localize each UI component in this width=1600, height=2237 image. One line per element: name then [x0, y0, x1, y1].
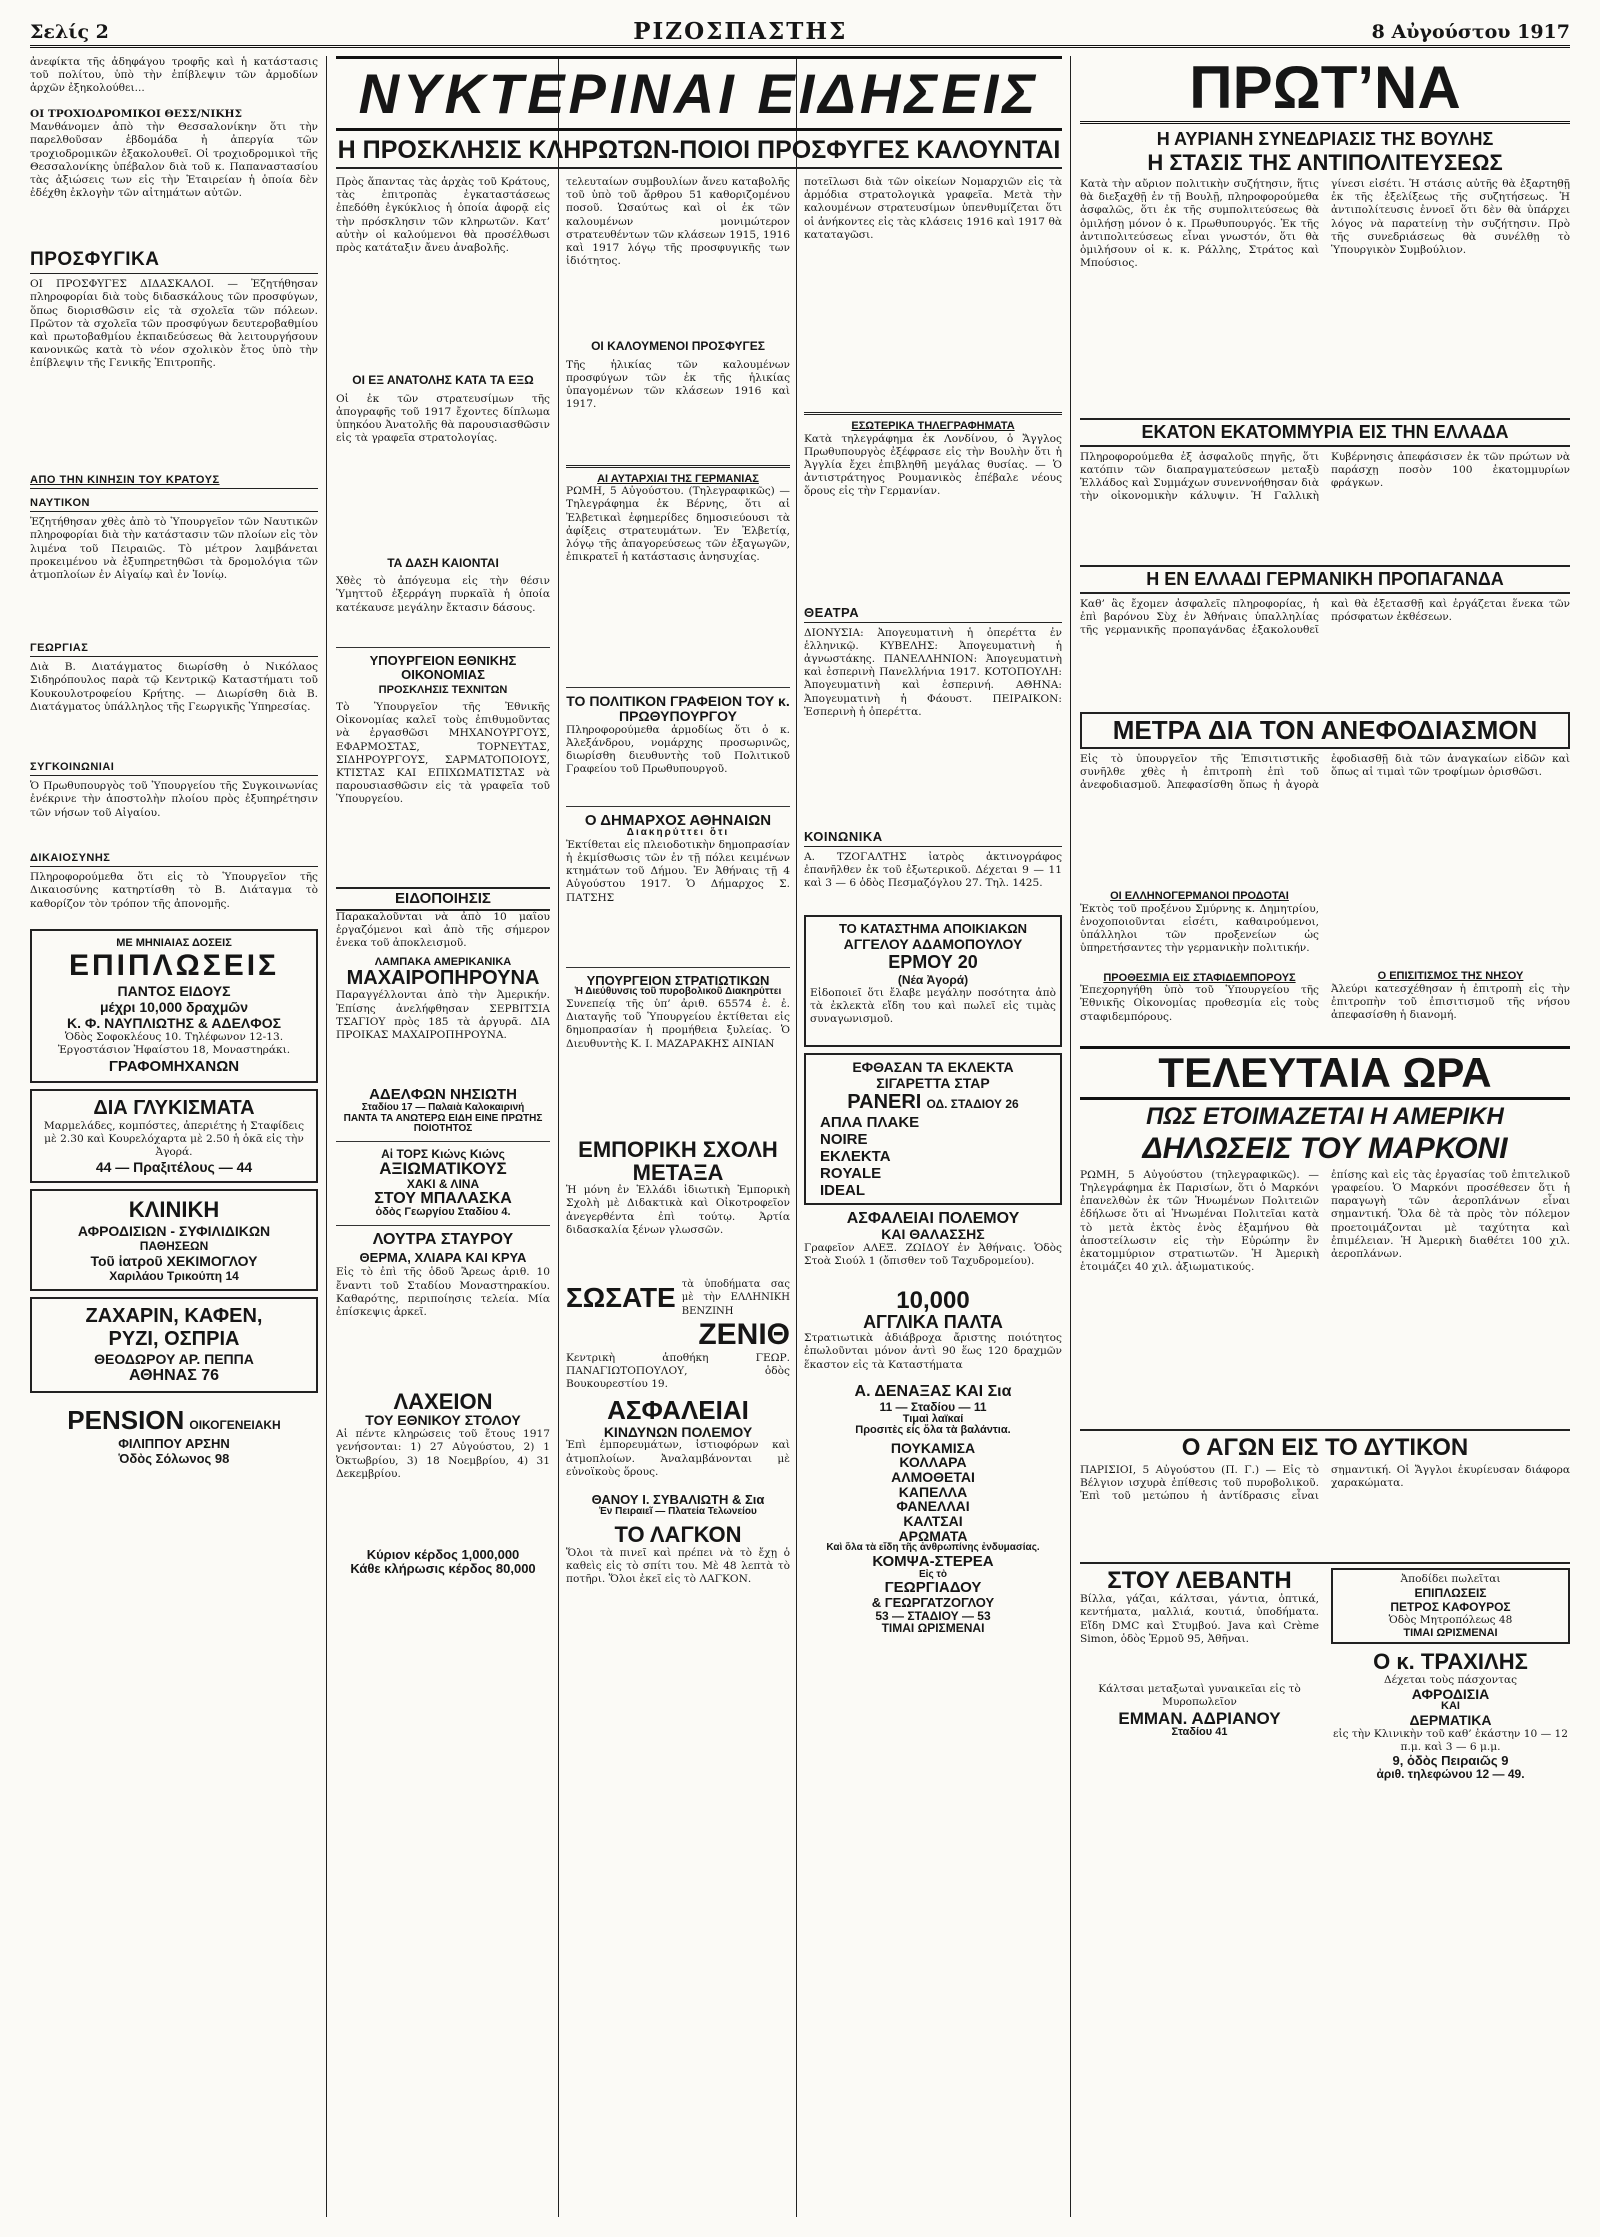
column-3: [566, 176, 790, 2217]
ad-title: 10,000: [896, 1287, 970, 1315]
ad-address: 11 — Σταδίου — 11: [879, 1399, 987, 1414]
section-heading: ΓΕΩΡΓΙΑΣ: [30, 642, 318, 657]
ad-line: ΣΙΓΑΡΕΤΤΑ ΣΤΑΡ: [876, 1074, 990, 1091]
ad-title: Ο κ. ΤΡΑΧΙΛΗΣ: [1373, 1649, 1528, 1675]
ad-text: Στρατιωτικὰ ἀδιάβροχα ἄριστης ποιότητος ἐπωλοῦνται μόνον ἀντὶ 90 ἕως 120 δραχμῶν ἕκαστον εἰς τὰ Καταστήματα: [804, 1332, 1062, 1371]
ad-line: ΚΑΙ ΘΑΛΑΣΣΗΣ: [881, 1226, 985, 1243]
ad-line: Κάλτσαι μεταξωταὶ γυναικεῖαι εἰς τὸ Μυροπωλεῖον: [1098, 1683, 1301, 1709]
article-text: Διὰ Β. Διατάγματος διωρίσθη ὁ Νικόλαος Σιδηρόπουλος παρὰ τῷ Κεντρικῷ Καταστήματι τοῦ Κουκουλοτροφείου Κρήτης. — Διωρίσθη διὰ Β. Διατάγματος ὑπάλληλος τῆς Γεωργικῆς Ὑπηρεσίας.: [30, 661, 318, 713]
ad-text: Βίλλα, γάζαι, κάλτσαι, γάντια, ὀπτικά, κεντήματα, μαλλιά, κουτιά, ὑποδήματα. Εἴδη DMC καὶ Στυμβού. Java καὶ Crème Simon, ὁδὸς Ἑρμοῦ 95, Ἀθῆναι.: [1080, 1593, 1319, 1645]
ad-text: Εἰδοποιεῖ ὅτι ἔλαβε μεγάλην ποσότητα ἀπὸ τὰ ἐκλεκτὰ εἴδη του καὶ πωλεῖ εἰς τιμὰς συναγωνισμοῦ.: [810, 986, 1056, 1025]
brand-item: IDEAL: [820, 1181, 865, 1199]
ad-line: ΑΦΡΟΔΙΣΙΩΝ - ΣΥΦΙΛΙΔΙΚΩΝ: [77, 1223, 271, 1240]
ad-cigarettes: [804, 1053, 1062, 1205]
section-heading: ΝΑΥΤΙΚΟΝ: [30, 497, 318, 512]
ad-line: ΠΑΝΤΟΣ ΕΙΔΟΥΣ: [117, 983, 231, 1000]
ad-title: ΕΜΠΟΡΙΚΗ ΣΧΟΛΗ: [578, 1136, 778, 1162]
article-subheadline: ΠΡΟΣΚΛΗΣΙΣ ΤΕΧΝΙΤΩΝ: [378, 684, 508, 697]
ad-zenith: [566, 1278, 790, 1318]
ad-address: Ὁδὸς Σοφοκλέους 10. Τηλέφωνον 12-13. Ἐργοστάσιον Ἡφαίστου 18, Μοναστηράκι.: [57, 1031, 291, 1057]
section-heading: ΚΟΙΝΩΝΙΚΑ: [804, 829, 1062, 847]
article-headline: Ο ΔΗΜΑΡΧΟΣ ΑΘΗΝΑΙΩΝ: [584, 811, 772, 829]
article-headline: ΥΠΟΥΡΓΕΙΟΝ ΣΤΡΑΤΙΩΤΙΚΩΝ: [586, 972, 770, 988]
article-text: Ἐκτὸς τοῦ προξένου Σμύρνης κ. Δημητρίου, ἐνοχοποιοῦνται εἰσέτι, καθαιρούμενοι, ὑπάλληλοι τῶν προξενείων ὡς ὑπηρετήσαντες τὴν γερμανικὴν πολιτικήν.: [1080, 902, 1319, 955]
ad-address: 44 — Πραξιτέλους — 44: [95, 1159, 253, 1176]
article-headline: Ο ΕΠΙΣΙΤΙΣΜΟΣ ΤΗΣ ΝΗΣΟΥ: [1377, 970, 1524, 983]
ad-address: Χαριλάου Τρικούπη 14: [109, 1269, 239, 1284]
ad-address: Ὁδὸς Σόλωνος 98: [118, 1451, 230, 1467]
article-text: τελευταίων συμβουλίων ἄνευ καταβολῆς τοῦ ὑπὸ τοῦ ἄρθρου 51 καθοριζομένου ποσοῦ. Ὡσαύτως καὶ οἱ ἐκ τῶν καλουμένων μονιμώτερον στρατευθέντων τῶν κλάσεων 1915, 1916 καὶ 1917 λόγῳ τῆς προσφυγικῆς των ἰδιότητος.: [566, 176, 790, 268]
ad-address: Ὁδὸς Μητροπόλεως 48: [1388, 1614, 1513, 1627]
column-4: [804, 176, 1062, 2217]
section-heading: ΠΡΟΣΦΥΓΙΚΑ: [30, 249, 318, 274]
night-news-header: [336, 56, 1062, 174]
article-headline: ΕΚΑΤΟΝ ΕΚΑΤΟΜΜΥΡΙΑ ΕΙΣ ΤΗΝ ΕΛΛΑΔΑ: [1080, 418, 1570, 447]
column-rule: [1070, 56, 1071, 2217]
ad-line: ΜΕ ΜΗΝΙΑΙΑΣ ΔΟΣΕΙΣ: [116, 937, 232, 950]
article-text: Α. ΤΖΟΓΑΛΤΗΣ ἰατρὸς ἀκτινογράφος ἐπανῆλθεν ἐκ τοῦ ἐξωτερικοῦ. Δέχεται 9 — 11 καὶ 3 — 6 ὁδὸς Πεσμαζόγλου 27. Τηλ. 1425.: [804, 850, 1062, 889]
article-text: Ἀλεύρι κατεσχέθησαν ἡ ἐπιτροπὴ εἰς τὴν ἐπιτροπὴν τοῦ ἐπισιτισμοῦ τῆς νήσου ἀπεφασίσθη ἡ διανομή.: [1331, 982, 1570, 1022]
article-text: ΔΙΟΝΥΣΙΑ: Ἀπογευματινὴ ἡ ὀπερέττα ἐν ἑλληνικῷ. ΚΥΒΕΛΗΣ: Ἀπογευματινὴ ἡ ἀγνωστάκης. ΠΑΝΕΛΛΗΝΙΟΝ: Ἀπογευματινὴ καὶ ἑσπερινὴ Πανελλήνια 1917. ΚΟΤΟΠΟΥΛΗ: Ἀπογευματινὴ καὶ ἑσπερινή. ΑΘΗΝΑ: Ἀπογευματινὴ ἡ Φάουστ. ΠΕΙΡΑΙΚΟΝ: Ἑσπερινὴ ἡ ὀπερέττα.: [804, 626, 1062, 718]
ad-title: ΑΔΕΛΦΩΝ ΝΗΣΙΩΤΗ: [369, 1086, 517, 1104]
ad-line: τὰ ὑποδήματα σας μὲ τὴν ΕΛΛΗΝΙΚΗ ΒΕΝΖΙΝΗ: [681, 1279, 790, 1317]
ad-item: ΦΑΝΕΛΛΑΙ: [896, 1498, 970, 1515]
ad-line: ΘΑΝΟΥ Ι. ΣΥΒΑΛΙΩΤΗ & Σια: [591, 1492, 765, 1508]
article-text: ΠΑΡΙΣΙΟΙ, 5 Αὐγούστου (Π. Γ.) — Εἰς τὸ Βέλγιον ισχυρὰ ἐπίθεσις τοῦ πυροβολικοῦ. Ἐπὶ τοῦ μετώπου ἡ ἀντίδρασις εἶναι σημαντική. Οἱ Ἄγγλοι ἐκυρίευσαν διάφορα χαρακώματα.: [1080, 1464, 1570, 1503]
ad-text: Παραγγέλλονται ἀπὸ τὴν Ἀμερικήν. Ἐπίσης ἀνελήφθησαν ΣΕΡΒΙΤΣΙΑ ΤΣΑΓΙΟΥ πρὸς 185 τὰ ἀργυρᾶ. ΔΙΑ ΠΡΟΙΚΑΣ ΜΑΧΑΙΡΟΠΗΡΟΥΝΑ.: [336, 989, 550, 1041]
article-text: ΡΩΜΗ, 5 Αὐγούστου (τηλεγραφικῶς). — Τηλεγράφημα ἐκ Παρισίων, ὅτι ὁ Μαρκόνι ἐπανελθὼν ἐκ τῶν Ἡνωμένων Πολιτειῶν ἐδήλωσε ὅτι αἱ Ἡνωμέναι Πολιτεῖαι κατὰ τὸ μετὰ ἐκτὸς ἑνὸς ἑξαμήνου θὰ ἀποστείλωσιν εἰς τὴν Εὐρώπην ἓν ἑκατομμύριον στρατιωτῶν. Ἡ Ἀμερικὴ ἑτοιμάζει 40 χιλ. ἀξιωματικούς.: [1080, 1168, 1319, 1274]
article-headline: Η ΑΥΡΙΑΝΗ ΣΥΝΕΔΡΙΑΣΙΣ ΤΗΣ ΒΟΥΛΗΣ: [1156, 129, 1494, 149]
article-text: ἐπίσης καὶ εἰς τὰς ἐργασίας τοῦ ἐπιτελικοῦ γραφείου. Ὁ Μαρκόνι προσέθεσεν ὅτι ἡ παραγωγὴ τῶν ἀεροπλάνων εἶναι σημαντική. Ὅλα δὲ τὰ πρὸς τὸν πόλεμον προετοιμάζονται μὲ ταχύτητα καὶ ἐπιμέλειαν. Ἡ Ἀμερικὴ διαθέτει 100 χιλ. ἀεροπλάνων.: [1331, 1168, 1570, 1261]
article-text: Πληροφορούμεθα ὅτι εἰς τὸ Ὑπουργεῖον τῆς Δικαιοσύνης κατηρτίσθη τὸ Β. Διάταγμα τὸ καθορίζον τὸν τρόπον τῆς ἀπονομῆς.: [30, 871, 318, 910]
brand-item: ΕΚΛΕΚΤΑ: [820, 1147, 891, 1165]
ad-item: ΚΑΠΕΛΛΑ: [898, 1483, 968, 1500]
article-headline: ΜΕΤΡΑ ΔΙΑ ΤΟΝ ΑΝΕΦΟΔΙΑΣΜΟΝ: [1080, 712, 1570, 749]
ad-text: Εἰς τὸ ἐπὶ τῆς ὁδοῦ Ἄρεως ἀριθ. 10 ἔναντι τοῦ Σταδίου Μοναστηρακίου. Καθαρότης, περιποίησις τελεία. Μία ἐπίσκεψις ἀρκεῖ.: [336, 1266, 550, 1318]
article-headline: ΕΣΩΤΕΡΙΚΑ ΤΗΛΕΓΡΑΦΗΜΑΤΑ: [851, 420, 1015, 432]
article-text: Ὁ Πρωθυπουργὸς τοῦ Ὑπουργείου τῆς Συγκοινωνίας ἐνέκρινε τὴν ἀποστολὴν πλοίου πρὸς ἐξυπηρέτησιν τῶν νήσων τοῦ Αἰγαίου.: [30, 780, 318, 819]
column-5: [1080, 56, 1570, 2217]
ad-title: ΠΕΤΡΟΣ ΚΑΦΟΥΡΟΣ: [1390, 1600, 1511, 1615]
article-text: Κατὰ τηλεγράφημα ἐκ Λονδίνου, ὁ Ἄγγλος Πρωθυπουργὸς ἐξέφρασε εἰς τὴν Βουλὴν ὅτι ἡ Ἀγγλία ἔχει ἐπιβληθῆ μεγάλας θυσίας. — Ὁ ἀντιστράτηγος Ρουμανικὸς ἐπέβαλε νέους ὅρους εἰς τὴν Γερμανίαν.: [804, 432, 1062, 498]
ad-title: ΔΙΑ ΓΛΥΚΙΣΜΑΤΑ: [93, 1096, 255, 1119]
ad-title: ΖΕΝΙΘ: [698, 1317, 790, 1351]
ad-line: ΤΟΥ ΕΘΝΙΚΟΥ ΣΤΟΛΟΥ: [365, 1412, 521, 1429]
ad-title: ΚΟΜΨΑ-ΣΤΕΡΕΑ: [872, 1552, 994, 1570]
article-text: Ἐζητήθησαν χθὲς ἀπὸ τὸ Ὑπουργεῖον τῶν Ναυτικῶν πληροφορίαι διὰ τὴν κατάστασιν τῶν πλοίων εἰς τὸν λιμένα τοῦ Πειραιῶς. Τὸ μέτρον λαμβάνεται προκειμένου νὰ ἐξυπηρετηθῶσι τὰ δρομολόγια τῶν ἀτμοπλοίων ἐν Αἰγαίῳ καὶ ἐν Ἰονίῳ.: [30, 516, 318, 582]
ad-title: ΑΓΓΛΙΚΑ ΠΑΛΤΑ: [863, 1312, 1003, 1333]
lead-headline: Η ΠΡΟΣΚΛΗΣΙΣ ΚΛΗΡΩΤΩΝ-ΠΟΙΟΙ ΠΡΟΣΦΥΓΕΣ ΚΑΛΟΥΝΤΑΙ: [336, 137, 1062, 169]
ad-title: ΣΩΣΑΤΕ: [566, 1281, 676, 1313]
ad-line: ΧΑΚΙ & ΛΙΝΑ: [406, 1177, 480, 1191]
ad-line: ἀριθ. τηλεφώνου 12 — 49.: [1376, 1766, 1525, 1781]
article-headline: ΥΠΟΥΡΓΕΙΟΝ ΕΘΝΙΚΗΣ ΟΙΚΟΝΟΜΙΑΣ: [369, 653, 517, 682]
column-1: [30, 56, 318, 2217]
ad-line: Τιμαὶ λαϊκαί: [902, 1412, 964, 1425]
article-text: Πληροφορούμεθα ἀρμοδίως ὅτι ὁ κ. Ἀλεξάνδρου, νομάρχης προσωρινῶς, διωρίσθη διευθυντὴς τοῦ Πολιτικοῦ Γραφείου τοῦ Πρωθυπουργοῦ.: [566, 723, 790, 776]
ad-line: ΑΦΡΟΔΙΣΙΑ: [1411, 1685, 1490, 1702]
ad-text: Ἡ μόνη ἐν Ἑλλάδι ἰδιωτικὴ Ἐμπορικὴ Σχολὴ μὲ Διδακτικὰ καὶ Οἰκοτροφεῖον ἀνεγερθέντα ἐπὶ τούτῳ. Ἀρτία διδασκαλία ξένων γλωσσῶν.: [566, 1184, 790, 1236]
article-headline: Η ΕΝ ΕΛΛΑΔΙ ΓΕΡΜΑΝΙΚΗ ΠΡΟΠΑΓΑΝΔΑ: [1080, 565, 1570, 594]
ad-clinic: [30, 1189, 318, 1291]
ad-title: ΣΤΟΥ ΛΕΒΑΝΤΗ: [1107, 1567, 1292, 1595]
column-rule: [796, 56, 797, 2217]
notice-text: Παρακαλοῦνται νὰ ἀπὸ 10 μαΐου ἐργαζόμενοι καὶ ἀπὸ τῆς σήμερον ἐνεκα τοῦ ἀποκλεισμοῦ.: [336, 910, 550, 950]
article-headline: ΟΙ ΚΑΛΟΥΜΕΝΟΙ ΠΡΟΣΦΥΓΕΣ: [591, 339, 765, 353]
ad-line: ΚΑΙ: [1441, 1700, 1460, 1713]
ad-line: Προσιτὲς εἰς ὅλα τὰ βαλάντια.: [855, 1424, 1011, 1437]
ad-address: ΑΘΗΝΑΣ 76: [128, 1367, 220, 1385]
article-headline: ΟΙ ΤΡΟΧΙΟΔΡΟΜΙΚΟΙ ΘΕΣΣ/ΝΙΚΗΣ: [30, 108, 243, 120]
article-text: γίνεσι εἰσέτι. Ἡ στάσις αὐτῆς θὰ ἐξαρτηθῇ ἐκ τῆς ἐξελίξεως τῆς συζητήσεως. Ἡ ἀντιπολίτευσις ἐννοεῖ ὅτι δὲν θὰ ὑπάρχει λόγος νὰ παρατείνῃ τὴν συζήτησιν. Πρὸ τῆς συνεδριάσεως θὰ συνέλθῃ τὸ Ὑπουργικὸν Συμβούλιον.: [1331, 177, 1570, 256]
ad-line: ΟΙΚΟΓΕΝΕΙΑΚΗ: [189, 1418, 281, 1433]
ad-line: Τοῦ ἰατροῦ ΧΕΚΙΜΟΓΛΟΥ: [90, 1253, 258, 1270]
article-text: ἀνεφίκτα τῆς ἀδηφάγου τροφῆς καὶ ἡ κατάστασις τοῦ πολίτου, ὑπὸ τὴν ἐπίβλεψιν τῶν ἀρμοδίων ἀρχῶν ἐξηκολούθει...: [30, 56, 318, 95]
ad-address: Ἐν Πειραιεῖ — Πλατεία Τελωνείου: [599, 1505, 757, 1517]
column-rule: [558, 56, 559, 2217]
article-subheadline: Ἡ Διεύθυνσις τοῦ πυροβολικοῦ Διακηρύττει: [574, 986, 782, 998]
ad-item: ΚΟΛΛΑΡΑ: [899, 1454, 967, 1471]
ad-line: Α. ΔΕΝΑΞΑΣ ΚΑΙ Σια: [854, 1383, 1012, 1401]
ad-title: ΤΟ ΛΑΓΚΟΝ: [614, 1522, 742, 1548]
article-text: Μανθάνομεν ἀπὸ τὴν Θεσσαλονίκην ὅτι τὴν παρελθοῦσαν ἑβδομάδα ἡ ἀπεργία τῶν τροχιοδρομικῶν ἐξακολουθεῖ. Οἱ τροχιοδρομικοὶ τῆς Θεσσαλονίκης ὑπέβαλον διὰ τοῦ κ. Παπαναστασίου τὰς ἀξιώσεις των εἰς τὴν Ἑταιρείαν ἡ ὁποία δὲν ἐδέχθη ἐκλογὴν τῶν αἰτημάτων αὐτῶν.: [30, 121, 318, 200]
article-text: Ἐκτίθεται εἰς πλειοδοτικὴν δημοπρασίαν ἡ ἐκμίσθωσις τῶν ἐν τῇ πόλει κειμένων κτημάτων τοῦ Δήμου. Ἐν Ἀθήναις τῇ 4 Αὐγούστου 1917. Ὁ Δήμαρχος Σ. ΠΑΤΣΗΣ: [566, 838, 790, 904]
article-headline: ΤΑ ΔΑΣΗ ΚΑΙΟΝΤΑΙ: [387, 555, 499, 570]
ad-title: ΜΑΧΑΙΡΟΠΗΡΟΥΝΑ: [346, 967, 540, 990]
ad-colonial-store: [804, 915, 1062, 1047]
brand-item: ROYALE: [820, 1164, 882, 1182]
ad-line: ΔΕΡΜΑΤΙΚΑ: [1409, 1711, 1492, 1728]
brand-item: NOIRE: [820, 1130, 868, 1148]
article-subheadline: Διακηρύττει ὅτι: [626, 827, 730, 839]
ad-title: ΜΕΤΑΞΑ: [632, 1160, 724, 1185]
section-heading: ΔΙΚΑΙΟΣΥΝΗΣ: [30, 852, 318, 867]
masthead: [30, 18, 1570, 48]
ad-line: Δέχεται τοὺς πάσχοντας: [1383, 1673, 1518, 1686]
ad-line: ΦΙΛΙΠΠΟΥ ΑΡΣΗΝ: [118, 1436, 230, 1452]
ad-address: ΕΡΜΟΥ 20: [888, 951, 978, 972]
ad-title: & ΓΕΩΡΓΑΤΖΟΓΛΟΥ: [871, 1594, 995, 1610]
ad-address: ὁδὸς Γεωργίου Σταδίου 4.: [375, 1206, 511, 1219]
ad-line: Ἀποδίδει πωλεῖται: [1400, 1573, 1501, 1586]
ad-line: ΓΡΑΦΟΜΗΧΑΝΩΝ: [108, 1057, 240, 1075]
column-rule: [326, 56, 327, 2217]
section-heading: ΘΕΑΤΡΑ: [804, 605, 1062, 623]
ad-title: ΛΟΥΤΡΑ ΣΤΑΥΡΟΥ: [372, 1230, 514, 1248]
article-text: Τῆς ἡλικίας τῶν καλουμένων προσφύγων τῶν ἐκ τῆς ἡλικίας ὑπαγομένων τῶν κλάσεων 1916 καὶ 1917.: [566, 358, 790, 411]
ad-title: ΑΞΙΩΜΑΤΙΚΟΥΣ: [379, 1159, 507, 1179]
ad-line: Κάθε κλήρωσις κέρδος 80,000: [350, 1560, 536, 1576]
newspaper-name: ΡΙΖΟΣΠΑΣΤΗΣ: [633, 18, 848, 45]
ad-address: Σταδίου 17 — Παλαιὰ Καλοκαιρινή: [361, 1102, 525, 1114]
ad-address: 9, ὁδὸς Πειραιῶς 9: [1392, 1753, 1509, 1769]
page-number: Σελίς 2: [30, 20, 109, 43]
ad-line: (Νέα Ἀγορά): [897, 972, 969, 987]
article-headline: ΤΟ ΠΟΛΙΤΙΚΟΝ ΓΡΑΦΕΙΟΝ ΤΟΥ κ. ΠΡΩΘΥΠΟΥΡΓΟΥ: [566, 693, 790, 724]
ad-address: Σταδίου 41: [1171, 1726, 1228, 1739]
ad-text: Ἐπὶ ἐμπορευμάτων, ἱστιοφόρων καὶ ἀτμοπλοίων. Ἀναλαμβάνονται μὲ εὐνοϊκοὺς ὅρους.: [566, 1439, 790, 1478]
article-text: Κατὰ τὴν αὔριον πολιτικὴν συζήτησιν, ἥτις θὰ διεξαχθῇ ἐν τῇ Βουλῇ, πληροφορούμεθα ἀσφαλῶς, ὅτι ἐκ τῆς συμπολιτεύσεως θὰ ὁμιλήσῃ μόνον ὁ κ. Πρωθυπουργός. Ἐκ τῆς ἀντιπολιτεύσεως εἶναι γνωστόν, ὅτι θὰ ὁμιλήσουν οἱ κ. κ. Ράλλης, Στράτος καὶ Μπούσιος.: [1080, 177, 1319, 270]
ad-line: ΛΑΜΠΑΚΑ ΑΜΕΡΙΚΑΝΙΚΑ: [374, 955, 512, 968]
ad-levanti: [1080, 1568, 1319, 1780]
ad-line: Κ. Φ. ΝΑΥΠΛΙΩΤΗΣ & ΑΔΕΛΦΟΣ: [66, 1015, 282, 1032]
ad-line: ΤΟ ΚΑΤΑΣΤΗΜΑ ΑΠΟΙΚΙΑΚΩΝ: [838, 920, 1028, 936]
ad-title: ΕΠΙΠΛΩΣΕΙΣ: [1414, 1586, 1487, 1601]
night-news-banner: ΝΥΚΤΕΡΙΝΑΙ ΕΙΔΗΣΕΙΣ: [336, 56, 1062, 131]
ad-pension: [30, 1399, 318, 1472]
ad-title: ΡΥΖΙ, ΟΣΠΡΙΑ: [108, 1328, 240, 1351]
article-text: Συνεπείᾳ τῆς ὑπ’ ἀριθ. 65574 ἐ. ἐ. Διαταγῆς τοῦ Ὑπουργείου ἐκτίθεται εἰς δημοπρασίαν ἡ προμήθεια ξυλείας. Ὁ Διευθυντὴς Κ. Ι. ΜΑΖΑΡΑΚΗΣ ΑΙΝΙΑΝ: [566, 997, 790, 1050]
ad-address: Κεντρικὴ ἀποθήκη ΓΕΩΡ. ΠΑΝΑΓΙΩΤΟΠΟΥΛΟΥ, ὁδὸς Βουκουρεστίου 19.: [566, 1351, 790, 1391]
article-headline: ΟΙ ΕΛΛΗΝΟΓΕΡΜΑΝΟΙ ΠΡΟΔΟΤΑΙ: [1110, 890, 1289, 903]
section-heading: ΑΠΟ ΤΗΝ ΚΙΝΗΣΙΝ ΤΟΥ ΚΡΑΤΟΥΣ: [30, 474, 318, 489]
article-text: Τὸ Ὑπουργεῖον τῆς Ἐθνικῆς Οἰκονομίας καλεῖ τοὺς ἐπιθυμοῦντας νὰ ἐργασθῶσι ΜΗΧΑΝΟΥΡΓΟΥΣ, ΕΦΑΡΜΟΣΤΑΣ, ΤΟΡΝΕΥΤΑΣ, ΣΙΔΗΡΟΥΡΓΟΥΣ, ΣΑΡΜΑΤΟΠΟΙΟΥΣ, ΚΤΙΣΤΑΣ ΚΑΙ ΕΠΙΧΩΜΑΤΙΣΤΑΣ νὰ παρουσιασθῶσιν εἰς τὰ γραφεῖα τοῦ Ὑπουργείου.: [336, 701, 550, 806]
article-text: Χθὲς τὸ ἀπόγευμα εἰς τὴν θέσιν Ὑμηττοῦ ἐξερράγη πυρκαϊὰ ἡ ὁποία κατέκαυσε μεγάλην ἔκτασιν δάσους.: [336, 575, 550, 614]
article-text: Πρὸς ἅπαντας τὰς ἀρχὰς τοῦ Κράτους, τὰς ἐπιτροπὰς ἐγκαταστάσεως ἐπεδόθη ἐγκύκλιος ἡ ὁποία ἀφορᾷ εἰς τὴν πρόσκλησιν τῶν κληρωτῶν. Κατ’ αὐτὴν οἱ καλούμενοι θὰ προσέλθωσι πρὸς κατάταξιν ἄνευ ἀναβολῆς.: [336, 176, 550, 255]
ad-address: 53 — ΣΤΑΔΙΟΥ — 53: [875, 1608, 991, 1623]
ad-text: Μαρμελάδες, κομπόστες, ἀπεριέτης ἡ Σταφίδεις μὲ 2.30 καὶ Κουρελόχαρτα μὲ 2.50 ἡ ὀκᾶ εἰς τὴν Ἀγορά.: [43, 1119, 305, 1159]
section-heading: ΣΥΓΚΟΙΝΩΝΙΑΙ: [30, 761, 318, 776]
ad-line: Αἱ ΤΟΡΣ Κιώνς Κιώνς: [381, 1146, 505, 1161]
first-news-banner: ΠΡΩΤ’ΝΑ: [1080, 56, 1570, 124]
ad-line: Καὶ ὅλα τὰ εἴδη τῆς ἀνθρωπίνης ἐνδυμασίας.: [826, 1542, 1040, 1554]
ad-line: ΤΙΜΑΙ ΩΡΙΣΜΕΝΑΙ: [881, 1621, 985, 1636]
ad-line: ΘΕΟΔΩΡΟΥ ΑΡ. ΠΕΠΠΑ: [94, 1351, 254, 1368]
ad-title: ΓΕΩΡΓΙΑΔΟΥ: [884, 1579, 982, 1597]
ad-title: PANERI: [847, 1090, 922, 1113]
ad-line: ΕΦΘΑΣΑΝ ΤΑ ΕΚΛΕΚΤΑ: [852, 1058, 1014, 1075]
notice-heading: ΕΙΔΟΠΟΙΗΣΙΣ: [336, 887, 550, 911]
ad-title: PENSION: [67, 1405, 185, 1436]
ad-text: Αἱ πέντε κληρώσεις τοῦ ἔτους 1917 γενήσονται: 1) 27 Αὐγούστου, 2) 1 Ὀκτωβρίου, 3) 18 Νοεμβρίου, 4) 31 Δεκεμβρίου.: [336, 1428, 550, 1480]
ad-title: ΑΣΦΑΛΕΙΑΙ ΠΟΛΕΜΟΥ: [846, 1209, 1020, 1227]
ad-line: ΠΑΘΗΣΕΩΝ: [139, 1239, 209, 1254]
ad-furniture: [30, 929, 318, 1082]
ad-sweets: [30, 1089, 318, 1184]
ad-address: ΟΔ. ΣΤΑΔΙΟΥ 26: [926, 1096, 1019, 1111]
last-hour-banner: ΤΕΛΕΥΤΑΙΑ ΩΡΑ: [1080, 1046, 1570, 1100]
ad-line: Κύριον κέρδος 1,000,000: [366, 1547, 520, 1563]
ad-line: ΚΙΝΔΥΝΩΝ ΠΟΛΕΜΟΥ: [603, 1423, 753, 1440]
brand-list: [810, 1114, 1056, 1199]
ad-title: ΣΤΟΥ ΜΠΑΛΑΣΚΑ: [374, 1189, 512, 1207]
article-headline: ΠΩΣ ΕΤΟΙΜΑΖΕΤΑΙ Η ΑΜΕΡΙΚΗ: [1146, 1103, 1504, 1131]
ad-title: ΛΑΧΕΙΟΝ: [393, 1389, 493, 1415]
article-text: ΟΙ ΠΡΟΣΦΥΓΕΣ ΔΙΔΑΣΚΑΛΟΙ. — Ἐζητήθησαν πληροφορίαι διὰ τοὺς διδασκάλους τῶν προσφύγων, ὅπως διορισθῶσιν εἰς τὰ σχολεῖα τῶν πόλεων. Πρῶτον τὰ σχολεῖα τῶν προσφύγων δευτεροβαθμίου καὶ πρωτοβαθμίου ἐκπαιδεύσεως θὰ λειτουργήσουν κανονικῶς κατὰ τὸ νέον σχολικὸν ἔτος ὑπὸ τὴν ἐπίβλεψιν τῆς Γενικῆς Ἐπιτροπῆς.: [30, 278, 318, 370]
ad-item: ΚΑΛΤΣΑΙ: [903, 1513, 963, 1530]
ad-title: ΑΣΦΑΛΕΙΑΙ: [607, 1395, 749, 1426]
ad-line: Εἰς τὸ: [919, 1568, 947, 1580]
ad-title: ΖΑΧΑΡΙΝ, ΚΑΦΕΝ,: [85, 1305, 263, 1328]
article-text: Καθ’ ἃς ἔχομεν ἀσφαλεῖς πληροφορίας, ἡ ἐπὶ βαρόνου Σὺχ ἐν Ἀθήναις ὑπαλληλίας τῆς γερμανικῆς προπαγάνδας ἐξακολουθεῖ καὶ θὰ ἐξετασθῇ καὶ ἐργάζεται ἕνεκα τῶν πρόσφατων ἐκθέσεων.: [1080, 597, 1570, 637]
ad-line: ΘΕΡΜΑ, ΧΛΙΑΡΑ ΚΑΙ ΚΡΥΑ: [359, 1249, 527, 1265]
article-headline: ΔΗΛΩΣΕΙΣ ΤΟΥ ΜΑΡΚΟΝΙ: [1142, 1132, 1508, 1166]
ad-kafouros: [1331, 1568, 1570, 1644]
column-2: [336, 176, 550, 2217]
article-headline: Η ΣΤΑΣΙΣ ΤΗΣ ΑΝΤΙΠΟΛΙΤΕΥΣΕΩΣ: [1147, 149, 1503, 175]
article-text: ποτεῖλωσι διὰ τῶν οἰκείων Νομαρχιῶν εἰς τὰ ἁρμόδια στρατολογικὰ γραφεῖα. Μετὰ τὴν καλουμένων στρατευσίμων ὑπενθυμίζεται ὅτι οἱ ἀνήκοντες εἰς τὰς κλάσεις 1916 καὶ 1917 θὰ καταταγῶσι.: [804, 176, 1062, 241]
ad-line: μέχρι 10,000 δραχμῶν: [99, 999, 249, 1016]
ad-text: Γραφεῖον ΑΛΕΞ. ΖΩΙΔΟΥ ἐν Ἀθήναις. Ὁδὸς Στοὰ Σιούλ 1 (ὄπισθεν τοῦ Ταχυδρομείου).: [804, 1242, 1062, 1268]
article-text: Ἐπεχορηγήθη ὑπὸ τοῦ Ὑπουργείου τῆς Ἐθνικῆς Οἰκονομίας προθεσμία εἰς τοὺς σταφιδεμπόρους.: [1080, 984, 1319, 1023]
ad-line: ΠΑΝΤΑ ΤΑ ΑΝΩΤΕΡΩ ΕΙΔΗ ΕΙΝΕ ΠΡΩΤΗΣ ΠΟΙΟΤΗΤΟΣ: [343, 1112, 543, 1135]
article-headline: ΠΡΟΘΕΣΜΙΑ ΕΙΣ ΣΤΑΦΙΔΕΜΠΟΡΟΥΣ: [1103, 971, 1296, 984]
ad-text: Ὅλοι τὰ πινεῖ καὶ πρέπει νὰ τὸ ἔχῃ ὁ καθεὶς εἰς τὸ σπίτι του. Μὲ 48 λεπτὰ τὸ ποτῆρι. Ὅλοι ἐκεῖ εἰς τὸ ΛΑΓΚΟΝ.: [566, 1546, 790, 1585]
article-text: ΡΩΜΗ, 5 Αὐγούστου. (Τηλεγραφικῶς) — Τηλεγράφημα ἐκ Βέρνης, ὅτι αἱ Ἐλβετικαὶ ἐφημερίδες δημοσιεύουσι τὰ ἀφίξεις στρατευμάτων. Ἐν Ἐλβετίᾳ, λόγῳ τῆς ἀπαγορεύσεως τῶν ἐξαγωγῶν, ἐπικρατεῖ ἡ κατάστασις ἀνησυχίας.: [566, 485, 790, 564]
ad-item: ΑΡΩΜΑΤΑ: [898, 1527, 968, 1544]
article-text: Οἱ ἐκ τῶν στρατευσίμων τῆς ἀπογραφῆς τοῦ 1917 ἔχοντες δίπλωμα ὑπηκόου Ἀνατολῆς θὰ παρουσιασθῶσιν εἰς τὰ γραφεῖα στρατολογίας.: [336, 392, 550, 445]
ad-title: ΑΓΓΕΛΟΥ ΑΔΑΜΟΠΟΥΛΟΥ: [843, 935, 1023, 952]
article-headline: ΑΙ ΑΥΤΑΡΧΙΑΙ ΤΗΣ ΓΕΡΜΑΝΙΑΣ: [597, 472, 759, 485]
ad-item: ΠΟΥΚΑΜΙΣΑ: [890, 1439, 976, 1456]
article-text: Εἰς τὸ ὑπουργεῖον τῆς Ἐπισιτιστικῆς συνῆλθε χθὲς ἡ ἐπιτροπὴ ἐπὶ τοῦ ἀνεφοδιασμοῦ. Ἀπεφασίσθη ὅπως ἡ ἀγορὰ ἐφοδιασθῇ διὰ τῶν ἀναγκαίων εἰδῶν καὶ ὅπως αἱ τιμαὶ τῶν τροφίμων ὁρισθῶσι.: [1080, 753, 1570, 792]
article-headline: ΟΙ ΕΞ ΑΝΑΤΟΛΗΣ ΚΑΤΑ ΤΑ ΕΞΩ: [352, 373, 534, 387]
ad-text: εἰς τὴν Κλινικὴν τοῦ καθ’ ἑκάστην 10 — 12 π.μ. καὶ 3 — 6 μ.μ.: [1332, 1727, 1569, 1753]
ad-grocer: [30, 1297, 318, 1393]
brand-item: ΑΠΛΑ ΠΛΑΚΕ: [820, 1113, 920, 1131]
article-text: Πληροφορούμεθα ἐξ ἀσφαλοῦς πηγῆς, ὅτι κατόπιν τῶν διαπραγματεύσεων μεταξὺ Ἑλλάδος καὶ Συμμάχων συνεννοήθησαν διὰ τὴν οἰκονομικὴν κάλυψιν. Ἡ Γαλλικὴ Κυβέρνησις ἀπεφάσισεν ἐκ τῶν πρώτων νὰ παράσχῃ ποσὸν 100 ἑκατομμυρίων φράγκων.: [1080, 450, 1570, 503]
ad-line: ΤΙΜΑΙ ΩΡΙΣΜΕΝΑΙ: [1403, 1627, 1498, 1640]
ad-title: ΕΜΜΑΝ. ΑΔΡΙΑΝΟΥ: [1118, 1708, 1281, 1728]
ad-item: ΑΛΜΟΘΕΤΑΙ: [891, 1468, 975, 1485]
article-headline: Ο ΑΓΩΝ ΕΙΣ ΤΟ ΔΥΤΙΚΟΝ: [1080, 1429, 1570, 1460]
ad-title: ΕΠΙΠΛΩΣΕΙΣ: [68, 949, 280, 983]
ad-title: ΚΛΙΝΙΚΗ: [128, 1197, 220, 1223]
issue-date: 8 Αὐγούστου 1917: [1371, 20, 1570, 43]
